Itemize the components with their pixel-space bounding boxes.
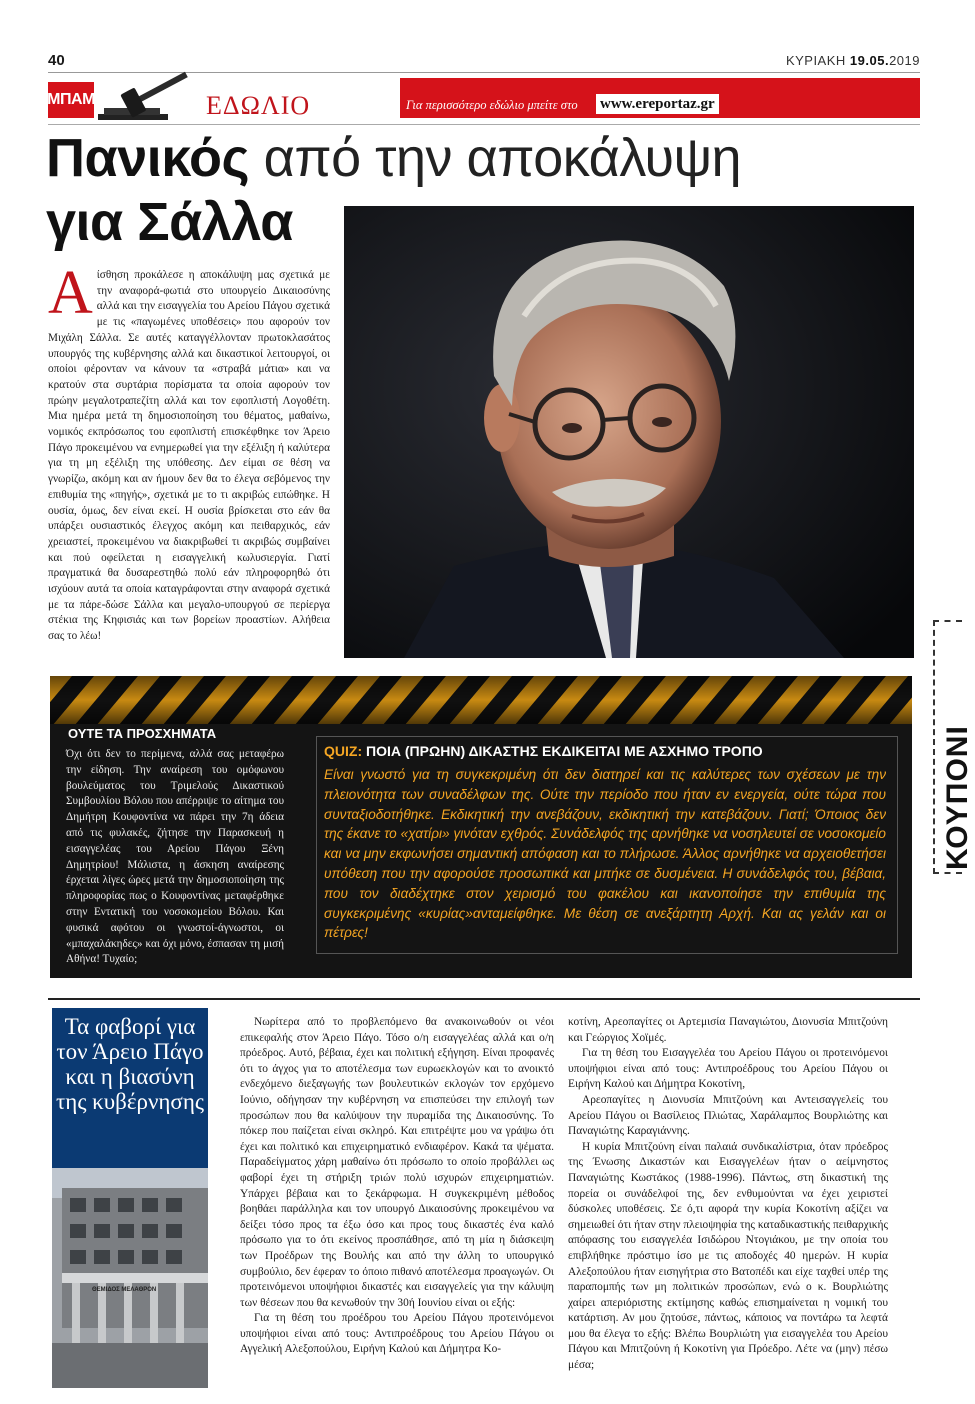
gavel-icon xyxy=(96,74,198,122)
headline-word: Πανικός xyxy=(46,128,250,188)
date-label: 19.05. xyxy=(849,53,890,68)
court-building-illustration xyxy=(52,1168,208,1388)
bottom-column-3 xyxy=(568,1015,888,1374)
coupon-tab-label: ΚΟΥΠΟΝΙ xyxy=(941,725,974,870)
promo-url-link[interactable]: www.ereportaz.gr xyxy=(596,94,719,114)
box-side-text: Όχι ότι δεν το περίμενα, αλλά σας μεταφέρω την είδηση. Την αναίρεση του ομόφωνου βουλεύματος του Τριμελούς Δικαστικού Συμβουλίου Βόλου που απέρριψε το αίτημα του Δημήτρη Κουφοντίνα να πάρει την 7η άδεια από τις φυλακές, ζήτησε την Παρασκευή η εισαγγελέας του Αρείου Πάγου Ξένη Δημητρίου! Μάλιστα, η άσκηση αναίρεσης έρχεται λίγες ώρες μετά την δημοσιοποίηση της πληροφορίας πως ο Κουφοντίνας μεταφέρθηκε στην Εντατική του νοσοκομείου Βόλου. Και φυσικά αφότου οι γνωστοί-άγνωστοι, οι «μπαχαλάκηδες» και όχι μόνο, έσπασαν τη μισή Αθήνα! Τυχαίο; xyxy=(66,748,284,966)
box-side-title: ΟΥΤΕ ΤΑ ΠΡΟΣΧΗΜΑΤΑ xyxy=(68,726,217,741)
dateline xyxy=(786,53,920,68)
col3-paragraph-2: Για τη θέση του Εισαγγελέα του Αρείου Πάγου οι προτεινόμενοι υποψήφιοι είναι από τους: Αντιπροέδρους του Αρείου Πάγου οι Ειρήνη Καλού και Δήμητρα Κοκοτίνη, xyxy=(568,1047,888,1091)
section-title: ΕΔΩΛΙΟ xyxy=(206,91,311,120)
mpam-logo: ΜΠΑΜ xyxy=(48,82,94,118)
day-label: ΚΥΡΙΑΚΗ xyxy=(785,53,846,68)
col3-paragraph-3: Αρεοπαγίτες η Διονυσία Μπιτζούνη και Αντεισαγγελείς του Αρείου Πάγου οι Βασίλειος Πλιώτας, Χαράλαμπος Βουρλιώτης και Παναγιώτης Καραγιάννης. xyxy=(568,1093,888,1138)
drop-cap: Α xyxy=(48,259,93,327)
year-label: 2019 xyxy=(889,53,920,68)
top-rule xyxy=(48,72,920,73)
lead-text: ίσθηση προκάλεσε η αποκάλυψη μας σχετικά με την αναφορά-φωτιά στο υπουργείο Δικαιοσύνης αλλά και την εισαγγελία του Αρείου Πάγου σχετικά με τις «παγωμένες υποθέσεις» που αφορούν τον Μιχάλη Σάλλα. Σε αυτές καταγγέλλονταν πρωτοκλασάτος υπουργός της κυβέρνησης αλλά και δικαστικοί λειτουργοί, οι οποίοι φέρονταν να κάνουν τα «στραβά μάτια» και να κρατούν στα συρτάρια πορίσματα τα οποία αφορούν τον πρώην μεγαλοτραπεζίτη αλλά και τον εφοπλιστή Λογοθέτη. Μια ημέρα μετά τη δημοσιοποίηση του θέματος, μαθαίνω, νομικός εκπρόσωπος του εφοπλιστή επισκέφθηκε τον Άρειο Πάγο προκειμένου να ενημερωθεί για την εξέλιξη ή καλύτερα για τη μη εξέλιξη της υπόθεσης. Δεν είμαι σε θέση να γνωρίζω, ακόμη και αν ήμουν δεν θα το έλεγα σεβόμενος την επιθυμία της «πηγής», σχετικά με το τι ακριβώς ειπώθηκε. Η ουσία, όμως, δεν είναι εκεί. Η ουσία βρίσκεται στο εάν θα υπάρξει ουσιαστικός έλεγχος ακόμη και πειθαρχικός, εάν χρειαστεί, προκειμένου να διακριβωθεί τι ακριβώς συμβαίνει και πού οφείλεται η εισαγγελική κωλυσιεργία. Γιατί πραγματικά θα δυσαρεστηθώ πολύ εάν πληροφορηθώ ότι ισχύουν αυτά τα οποία καταγράφονται στην αναφορά σχετικά με τα πάρε-δώσε Σάλλα και μεγαλο-υπουργού σε περίεργα στέκια της Κηφισιάς και των βορείων προαστίων. Αλήθεια σας το λέω! xyxy=(48,269,330,643)
lead-article xyxy=(48,259,330,645)
bottom-column-2 xyxy=(240,1015,554,1358)
quiz-heading xyxy=(324,743,763,759)
page-number: 40 xyxy=(48,52,65,69)
building-sign: ΘΕΜΙΔΟΣ ΜΕΛΑΘΡΟΝ xyxy=(92,1287,157,1293)
portrait-illustration xyxy=(344,206,914,658)
headline-rest: από την αποκάλυψη xyxy=(263,128,742,188)
col2-paragraph-2: Για τη θέση του προέδρου του Αρείου Πάγου προτεινόμενοι υποψήφιοι είναι από τους: Αντιπροέδρους του Αρείου Πάγου οι Αγγελική Αλεξοπούλου, Ειρήνη Καλού και Δήμητρα Κο- xyxy=(240,1312,554,1356)
col2-paragraph-1: Νωρίτερα από το προβλεπόμενο θα ανακοινωθούν οι νέοι επικεφαλής στον Άρειο Πάγο. Τόσο ο/η εισαγγελέας αλλά και ο/η πρόεδρος. Αυτό, βέβαια, έχει και πολιτική εξήγηση. Είναι προφανές ότι το άγχος για το αποτέλεσμα των ευρωεκλογών και το ανοικτό ενδεχόμενο διεξαγωγής των βουλευτικών εκλογών τον ερχόμενο Ιούνιο, οδήγησαν την κυβέρνηση να επισπεύσει την επιλογή των προσώπων που θα καλύψουν την πυραμίδα της Δικαιοσύνης. Το πόκερ που παίζεται είναι σκληρό. Και επιτρέψτε μου να γράψω ότι έχει και πολιτικό και επιχειρηματικό ενδιαφέρον. Κακά τα ψέματα. Παραδείγματος χάρη μαθαίνω ότι πρόσωπο το οποίο προβάλλει ως φαβορί έχει τη στήριξη τριών πολύ ισχυρών επιχειρηματιών. Υπάρχει βέβαια και το ξεκάρφωμα. Η συγκεκριμένη μέθοδος βοηθάει παράλληλα και τον υπουργό Δικαιοσύνης προκειμένου να δείξει τόσο προς τα έξω όσο και προς τους δικαστές ένα καλό πρόσωπο για το ότι εκείνος προσπάθησε, από τη μία η διάσκεψη των Προέδρων της Βουλής και από την άλλη το υπουργικό συμβούλιο, δεν έφεραν το όποιο πιθανό αποτέλεσμα προαγωγών. Οι προτεινόμενοι υποψήφιοι δικαστές και εισαγγελείς για την κάλυψη των θέσεων που θα κενωθούν την 30ή Ιουνίου είναι οι εξής: xyxy=(240,1016,554,1309)
header-rule xyxy=(48,124,920,125)
bottom-title: Τα φαβορί για τον Άρειο Πάγο και η βιασύνη της κυβέρνησης xyxy=(56,1014,204,1114)
promo-text: Για περισσότερο εδώλιο μπείτε στο xyxy=(406,98,578,112)
court-building-photo xyxy=(52,1168,208,1388)
col3-paragraph-1: κοτίνη, Αρεοπαγίτες οι Αρτεμισία Παναγιώτου, Διονυσία Μπιτζούνη και Γεώργιος Χοϊμές. xyxy=(568,1016,888,1044)
quiz-label: QUIZ: xyxy=(324,743,363,759)
portrait-photo xyxy=(344,206,914,658)
headline-line1 xyxy=(46,130,806,186)
headline-line2: για Σάλλα xyxy=(46,192,293,252)
bottom-section-rule xyxy=(48,998,920,1000)
quiz-title: ΠΟΙΑ (ΠΡΩΗΝ) ΔΙΚΑΣΤΗΣ ΕΚΔΙΚΕΙΤΑΙ ΜΕ ΑΣΧΗΜΟ ΤΡΟΠΟ xyxy=(366,743,763,759)
hazard-stripes xyxy=(50,676,912,724)
col3-paragraph-4: Η κυρία Μπιτζούνη είναι παλαιά συνδικαλίστρια, όταν πρόεδρος της Ένωσης Δικαστών και Εισαγγελέων ήταν ο αείμνηστος Παναγιώτης Κωστάκος (1988-1996). Πάντως, στη δικαστική της πορεία οι συνάδελφοί της, δεν ενθυμούνται να έχει χειριστεί δύσκολες υποθέσεις. Σε ό,τι αφορά την κυρία Κοκοτίνη αξίζει να σημειωθεί ότι ήταν στην πλειοψηφία της καταδικαστικής πειθαρχικής απόφασης του εισαγγελέα Ισιδώρου Ντογιάκου, με την οποία του επιβλήθηκε πρόστιμο ίσο με τις αποδοχές 40 ημερών. Η κυρία Αλεξοπούλου ήταν εισηγήτρια στο Βατοπέδι και είχε ταχθεί υπέρ της παραπομπής των μη πολιτικών προσώπων, ενώ ο κ. Βουρλιώτης χαίρει απεριόριστης εκτίμησης καθώς επισημαίνεται η νομική του κατάρτιση. Αν μου ζητούσε, πάντως, κάποιος να ποντάρω τα λεφτά μου θα έλεγα το εξής: Βλέπω Βουρλιώτη για εισαγγελέα του Αρείου Πάγου και Μπιτζούνη ή Κοκοτίνη για Πρόεδρο. Λέτε να (μην) πέσω μέσα; xyxy=(568,1140,888,1372)
quiz-text: Είναι γνωστό για τη συγκεκριμένη ότι δεν διατηρεί και τις καλύτερες των σχέσεων με την πλειονότητα των συναδέλφων της. Ούτε την περίοδο που ήταν εν ενεργεία, ούτε τώρα που συνταξιοδοτήθηκε. Εκδικητική την ανεβάζουν, εκδικητική την κατεβάζουν. Γιατί; Όποιος δεν της έκανε το «χατίρι» γινόταν εχθρός. Συνάδελφός της αρνήθηκε να νοσηλευτεί σε νοσοκομείο και να μην εκφωνήσει σημαντική απόφαση και το πλήρωσε. Άλλος αρνήθηκε να αρχειοθετήσει υπόθεση που την αφορούσε προσωπικά και μπήκε σε δυσμένεια. Η συνάδελφός του, βέβαια, που τον διαδέχτηκε στον χειρισμό του φακέλου και ικανοποίησε την επιθυμία της συγκεκριμένης «κυρίας»ανταμείφθηκε. Με θέση σε ανεξάρτητη Αρχή. Και ας γελάν και οι πέτρες! xyxy=(324,767,886,941)
